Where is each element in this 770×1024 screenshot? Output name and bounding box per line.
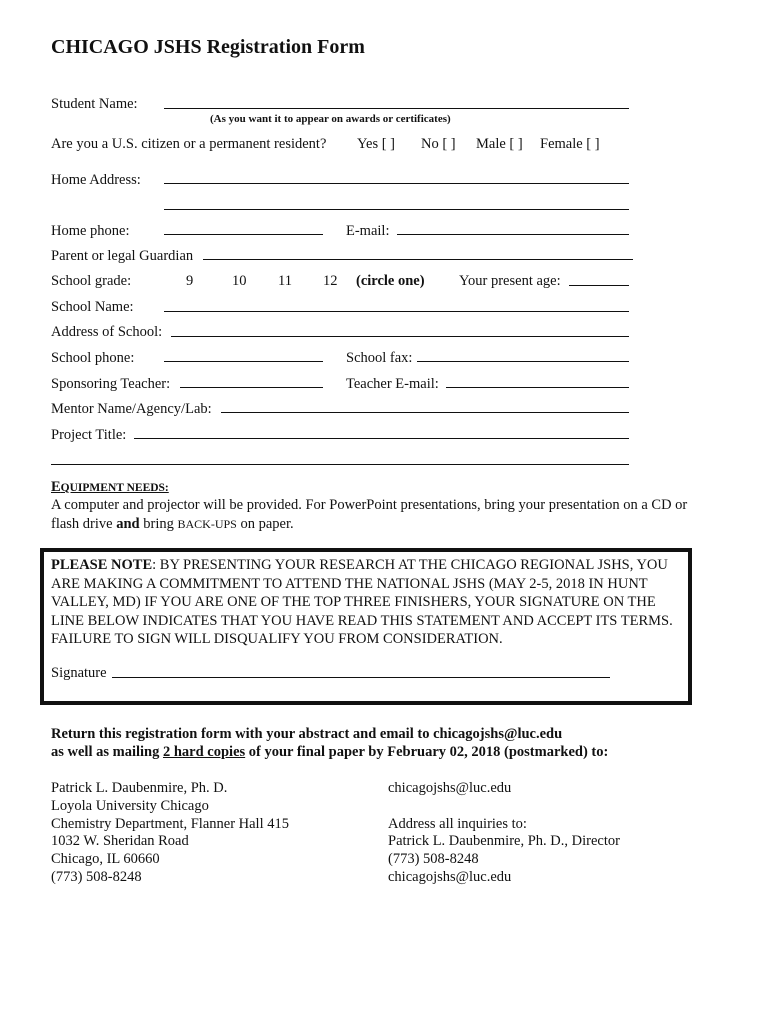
school-phone-field[interactable] [164,361,323,362]
sponsoring-teacher-field[interactable] [180,387,323,388]
school-name-label: School Name: [51,299,134,315]
citizen-question: Are you a U.S. citizen or a permanent resident? [51,136,327,152]
school-address-label: Address of School: [51,324,163,340]
project-title-field-2[interactable] [51,464,629,465]
home-phone-field[interactable] [164,234,323,235]
email-label: E-mail: [346,223,390,239]
home-address-field-1[interactable] [164,183,629,184]
signature-field[interactable] [112,677,610,678]
return-instructions-line-1: Return this registration form with your abstract and email to chicagojshs@luc.edu [51,726,563,742]
school-fax-field[interactable] [417,361,629,362]
home-address-field-2[interactable] [164,209,629,210]
contact-email-top[interactable]: chicagojshs@luc.edu [388,780,512,796]
equipment-text: A computer and projector will be provided. For PowerPoint presentations, bring your presentation on a CD or flash drive and bring BACK-UPS on paper. [51,497,688,532]
page-title: CHICAGO JSHS Registration Form [51,36,365,58]
school-address-field[interactable] [171,336,629,337]
project-title-field-1[interactable] [134,438,629,439]
contact-email[interactable]: chicagojshs@luc.edu [388,869,512,885]
email-field[interactable] [397,234,629,235]
teacher-email-label: Teacher E-mail: [346,376,439,392]
mentor-field[interactable] [221,412,629,413]
school-fax-label: School fax: [346,350,413,366]
address-line: 1032 W. Sheridan Road [51,833,189,849]
grade-option-12[interactable]: 12 [323,273,338,289]
address-line: (773) 508-8248 [51,869,142,885]
student-name-field[interactable] [164,108,629,109]
sponsoring-teacher-label: Sponsoring Teacher: [51,376,171,392]
address-line: Loyola University Chicago [51,798,209,814]
present-age-field[interactable] [569,285,629,286]
mentor-label: Mentor Name/Agency/Lab: [51,401,212,417]
address-line: Patrick L. Daubenmire, Ph. D. [51,780,228,796]
school-name-field[interactable] [164,311,629,312]
guardian-label: Parent or legal Guardian [51,248,194,264]
home-phone-label: Home phone: [51,223,130,239]
student-name-note: (As you want it to appear on awards or certificates) [210,113,451,125]
guardian-field[interactable] [203,259,633,260]
address-line: Chemistry Department, Flanner Hall 415 [51,816,289,832]
circle-one-note: (circle one) [356,273,425,289]
grade-option-11[interactable]: 11 [278,273,292,289]
signature-label: Signature [51,665,107,681]
return-instructions-line-2: as well as mailing 2 hard copies of your final paper by February 02, 2018 (postmarked) to: [51,744,609,760]
inquiries-label: Address all inquiries to: [388,816,527,832]
citizen-yes-option[interactable]: Yes [ ] [357,136,396,152]
grade-option-9[interactable]: 9 [186,273,194,289]
citizen-no-option[interactable]: No [ ] [421,136,456,152]
home-address-label: Home Address: [51,172,141,188]
school-phone-label: School phone: [51,350,135,366]
contact-phone: (773) 508-8248 [388,851,479,867]
student-name-label: Student Name: [51,96,138,112]
present-age-label: Your present age: [459,273,561,289]
project-title-label: Project Title: [51,427,127,443]
gender-male-option[interactable]: Male [ ] [476,136,523,152]
teacher-email-field[interactable] [446,387,629,388]
equipment-heading: EQUIPMENT NEEDS: [51,479,169,495]
notice-text: PLEASE NOTE: BY PRESENTING YOUR RESEARCH AT THE CHICAGO REGIONAL JSHS, YOU ARE MAKING A COMMITMENT TO ATTEND THE NATIONAL JSHS (MAY 2-5, 2018 IN HUNT VALLEY, MD) IF YOU ARE ONE OF THE TOP THREE FINISHERS, YOUR SIGNATURE ON THE LINE BELOW INDICATES THAT YOU HAVE READ THIS STATEMENT AND ACCEPT ITS TERMS. FAILURE TO SIGN WILL DISQUALIFY YOU FROM CONSIDERATION. [51,557,673,647]
school-grade-label: School grade: [51,273,132,289]
director-name: Patrick L. Daubenmire, Ph. D., Director [388,833,620,849]
address-line: Chicago, IL 60660 [51,851,160,867]
grade-option-10[interactable]: 10 [232,273,247,289]
gender-female-option[interactable]: Female [ ] [540,136,600,152]
